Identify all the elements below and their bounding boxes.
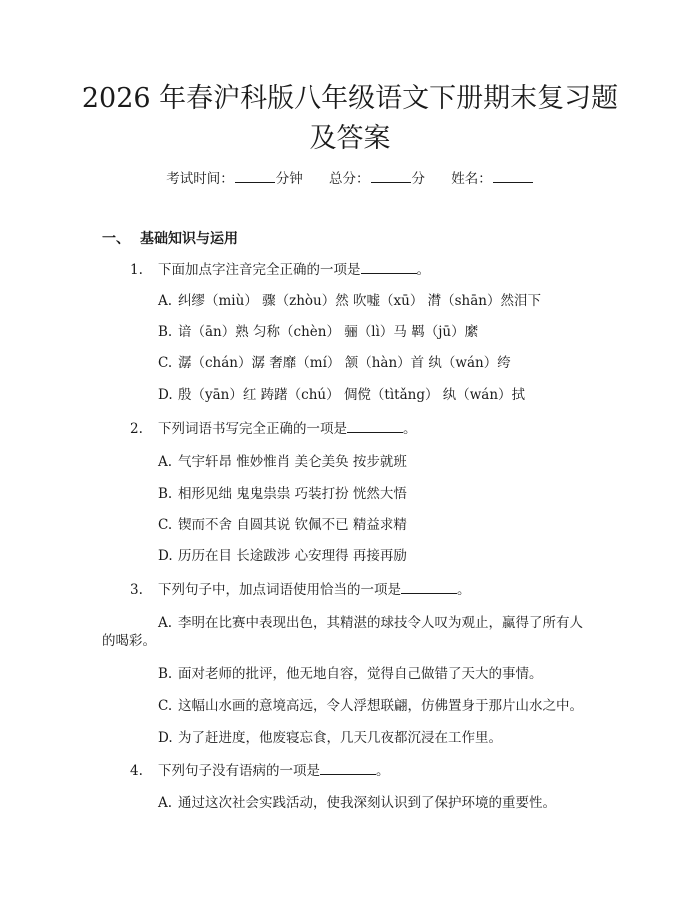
question-3-option-a-continued: 的喝彩。 [102, 633, 156, 649]
option-letter: D. [158, 548, 173, 564]
question-2-option-d [158, 545, 407, 567]
question-2-option-b [158, 483, 407, 505]
option-letter: B. [158, 486, 173, 502]
option-text: 锲而不舍 自圆其说 钦佩不已 精益求精 [178, 517, 407, 533]
option-text: 殷（yān）红 踌躇（chú） 倜傥（tìtǎng） 纨（wán）拭 [178, 387, 526, 403]
option-letter: B. [158, 324, 173, 340]
option-text: 李明在比赛中表现出色，其精湛的球技令人叹为观止，赢得了所有人 [178, 615, 583, 631]
question-1-option-c [158, 352, 511, 374]
page-title-line2: 及答案 [309, 123, 391, 154]
option-text: 为了赶进度，他废寝忘食，几天几夜都沉浸在工作里。 [178, 730, 502, 746]
answer-blank [361, 259, 417, 274]
option-text: 相形见绌 鬼鬼祟祟 巧装打扮 恍然大悟 [178, 486, 407, 502]
page-title-line1: 2026 年春沪科版八年级语文下册期末复习题 [81, 83, 619, 114]
option-text: 纠缪（miù） 骤（zhòu）然 吹嘘（xū） 潸（shān）然泪下 [178, 293, 541, 309]
question-stem: 下列句子没有语病的一项是 [158, 763, 320, 779]
question-3 [130, 579, 471, 601]
exam-score-blank [371, 168, 411, 183]
section-title: 基础知识与运用 [140, 231, 238, 247]
section-heading [102, 228, 238, 250]
answer-blank [347, 418, 403, 433]
question-1-option-d [158, 384, 525, 406]
question-end: 。 [376, 763, 390, 779]
question-1-option-a [158, 290, 541, 312]
question-number: 4. [130, 763, 143, 779]
option-letter: D. [158, 730, 173, 746]
question-3-option-b [158, 663, 543, 685]
section-number: 一、 [102, 231, 130, 247]
question-end: 。 [416, 262, 430, 278]
question-end: 。 [403, 421, 417, 437]
exam-score-unit: 分 [411, 171, 425, 187]
option-letter: C. [158, 517, 173, 533]
question-end: 。 [457, 582, 471, 598]
exam-score-label: 总分： [329, 171, 370, 187]
question-stem: 下面加点字注音完全正确的一项是 [158, 262, 361, 278]
option-letter: A. [158, 795, 173, 811]
option-text: 谙（ān）熟 匀称（chèn） 骊（lì）马 羁（jū）縻 [178, 324, 479, 340]
exam-score [329, 168, 425, 189]
question-3-option-c [158, 695, 583, 717]
question-number: 2. [130, 421, 143, 437]
question-3-option-d [158, 727, 502, 749]
question-2 [130, 418, 417, 440]
option-text: 气宇轩昂 惟妙惟肖 美仑美奂 按步就班 [178, 454, 407, 470]
exam-time-label: 考试时间： [166, 171, 234, 187]
question-stem: 下列词语书写完全正确的一项是 [158, 421, 347, 437]
option-text: 历历在目 长途跋涉 心安理得 再接再励 [178, 548, 407, 564]
exam-name [451, 168, 534, 189]
option-letter: A. [158, 293, 173, 309]
option-text: 这幅山水画的意境高远，令人浮想联翩，仿佛置身于那片山水之中。 [178, 698, 583, 714]
option-letter: A. [158, 454, 173, 470]
answer-blank [320, 760, 376, 775]
question-4-option-a [158, 792, 556, 814]
exam-time-blank [235, 168, 275, 183]
question-1 [130, 259, 430, 281]
exam-info [0, 168, 700, 189]
question-number: 1. [130, 262, 143, 278]
question-3-option-a [158, 612, 583, 634]
question-4 [130, 760, 390, 782]
option-letter: D. [158, 387, 173, 403]
exam-name-blank [493, 168, 533, 183]
option-letter: B. [158, 666, 173, 682]
exam-name-label: 姓名： [451, 171, 492, 187]
question-1-option-b [158, 321, 478, 343]
option-text: 通过这次社会实践活动，使我深刻认识到了保护环境的重要性。 [178, 795, 556, 811]
question-number: 3. [130, 582, 143, 598]
option-letter: C. [158, 698, 173, 714]
option-text: 面对老师的批评，他无地自容，觉得自己做错了天大的事情。 [178, 666, 543, 682]
question-2-option-a [158, 451, 407, 473]
option-letter: A. [158, 615, 173, 631]
exam-time-unit: 分钟 [275, 171, 303, 187]
question-2-option-c [158, 514, 407, 536]
option-text: 潺（chán）潺 奢靡（mí） 颔（hàn）首 纨（wán）绔 [178, 355, 511, 371]
option-letter: C. [158, 355, 173, 371]
question-stem: 下列句子中，加点词语使用恰当的一项是 [158, 582, 401, 598]
exam-time [166, 168, 303, 189]
answer-blank [401, 579, 457, 594]
